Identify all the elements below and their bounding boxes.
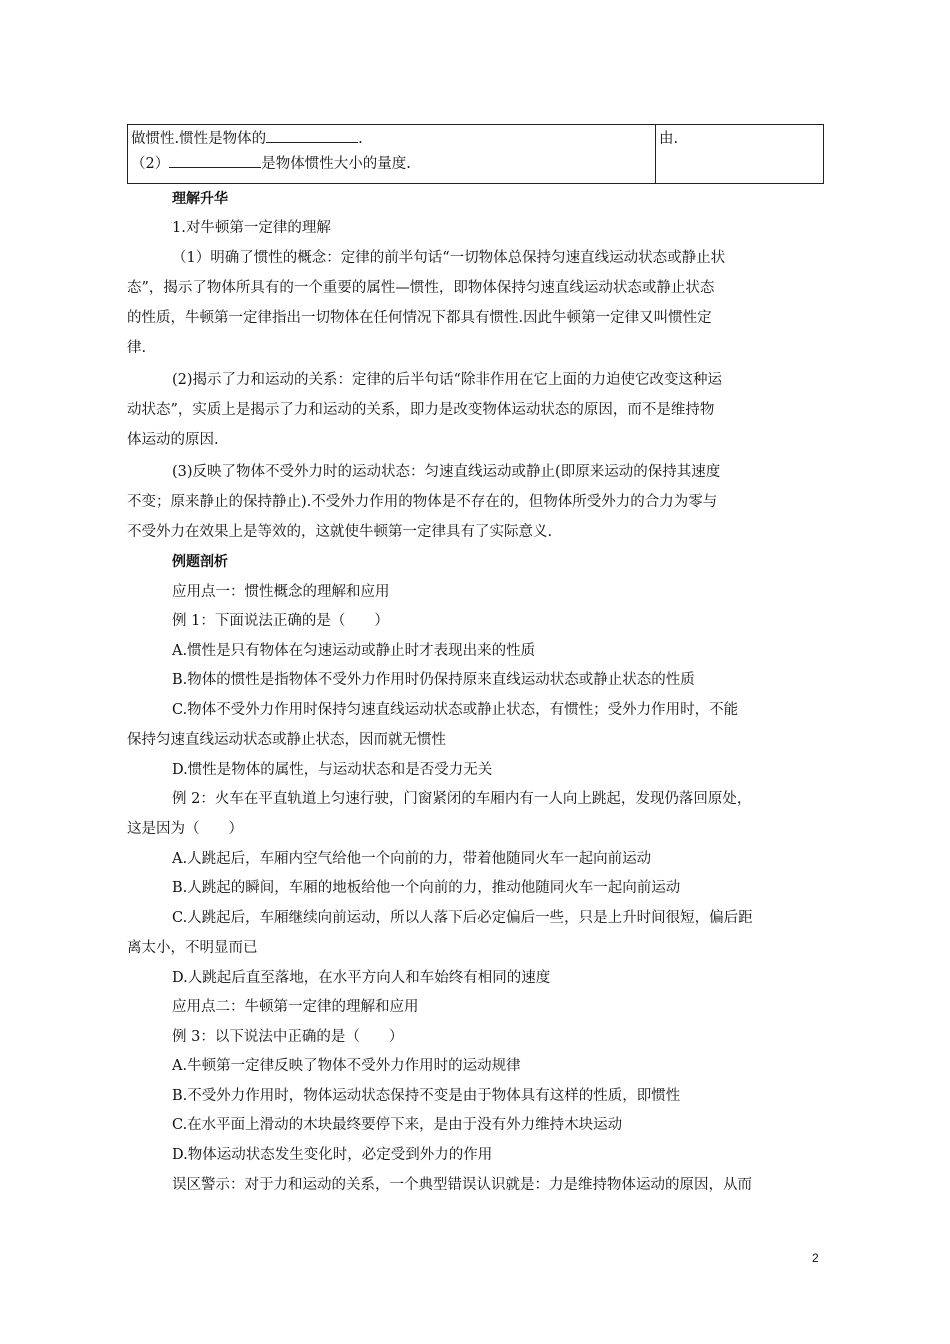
text-line: 这是因为（ ） <box>127 821 243 837</box>
text-line: 1.对牛顿第一定律的理解 <box>172 220 331 236</box>
text-line: C.人跳起后，车厢继续向前运动，所以人落下后必定偏后一些，只是上升时间很短，偏后距 <box>172 910 753 926</box>
text-line: 例 2：火车在平直轨道上匀速行驶，门窗紧闭的车厢内有一人向上跳起，发现仍落回原处， <box>172 791 752 807</box>
text-line: D.人跳起后直至落地，在水平方向人和车始终有相同的速度 <box>172 970 551 986</box>
text-line: 应用点二：牛顿第一定律的理解和应用 <box>172 999 419 1015</box>
text-line: A.人跳起后，车厢内空气给他一个向前的力，带着他随同火车一起向前运动 <box>172 851 652 867</box>
text-line: 体运动的原因. <box>127 432 219 448</box>
text-line: C.物体不受外力作用时保持匀速直线运动状态或静止状态，有惯性；受外力作用时，不能 <box>172 702 739 718</box>
text-line: C.在水平面上滑动的木块最终要停下来，是由于没有外力维持木块运动 <box>172 1117 623 1133</box>
text-line: A.牛顿第一定律反映了物体不受外力作用时的运动规律 <box>172 1058 521 1074</box>
text-line: D.惯性是物体的属性，与运动状态和是否受力无关 <box>172 762 493 778</box>
text-line: B.不受外力作用时，物体运动状态保持不变是由于物体具有这样的性质，即惯性 <box>172 1088 681 1104</box>
text-line: (2)揭示了力和运动的关系：定律的后半句话“除非作用在它上面的力迫使它改变这种运 <box>172 372 722 388</box>
text-line: 保持匀速直线运动状态或静止状态，因而就无惯性 <box>127 732 446 748</box>
text-line: 误区警示：对于力和运动的关系，一个典型错误认识就是：力是维持物体运动的原因，从而 <box>172 1177 752 1193</box>
text-line: 例 1：下面说法正确的是（ ） <box>172 613 389 629</box>
table-left-cell <box>128 125 656 184</box>
text-line: 应用点一：惯性概念的理解和应用 <box>172 584 390 600</box>
text-line: 不受外力在效果上是等效的，这就使牛顿第一定律具有了实际意义. <box>127 524 553 540</box>
text-line: D.物体运动状态发生变化时，必定受到外力的作用 <box>172 1147 493 1163</box>
text-line: 动状态”，实质上是揭示了力和运动的关系，即力是改变物体运动状态的原因，而不是维持物 <box>127 402 715 418</box>
table-line-2: （2） 是物体惯性大小的量度. <box>131 152 649 177</box>
text-line: 态”，揭示了物体所具有的一个重要的属性—惯性，即物体保持匀速直线运动状态或静止状态 <box>127 280 715 296</box>
top-table <box>127 124 824 184</box>
page-number: 2 <box>812 1251 819 1265</box>
blank-line <box>169 153 261 168</box>
text-line: 律. <box>127 340 147 356</box>
text-line: 例 3：以下说法中正确的是（ ） <box>172 1029 404 1045</box>
text-line: 的性质，牛顿第一定律指出一切物体在任何情况下都具有惯性.因此牛顿第一定律又叫惯性定 <box>127 310 712 326</box>
section-heading-understanding: 理解升华 <box>172 191 228 207</box>
blank-line <box>266 128 358 143</box>
table-line-1: 做惯性.惯性是物体的 . <box>131 127 649 152</box>
text-line: B.物体的惯性是指物体不受外力作用时仍保持原来直线运动状态或静止状态的性质 <box>172 672 695 688</box>
section-heading-examples: 例题剖析 <box>172 554 228 570</box>
text-line: A.惯性是只有物体在匀速运动或静止时才表现出来的性质 <box>172 643 536 659</box>
text-line: 不变；原来静止的保持静止).不受外力作用的物体是不存在的，但物体所受外力的合力为零与 <box>127 494 718 510</box>
text-line: B.人跳起的瞬间，车厢的地板给他一个向前的力，推动他随同火车一起向前运动 <box>172 880 681 896</box>
text-line: （1）明确了惯性的概念：定律的前半句话“一切物体总保持匀速直线运动状态或静止状 <box>172 250 726 266</box>
table-right-cell: 由. <box>656 125 824 184</box>
text-line: 离太小，不明显而已 <box>127 940 258 956</box>
text-line: (3)反映了物体不受外力时的运动状态：匀速直线运动或静止(即原来运动的保持其速度 <box>172 464 721 480</box>
